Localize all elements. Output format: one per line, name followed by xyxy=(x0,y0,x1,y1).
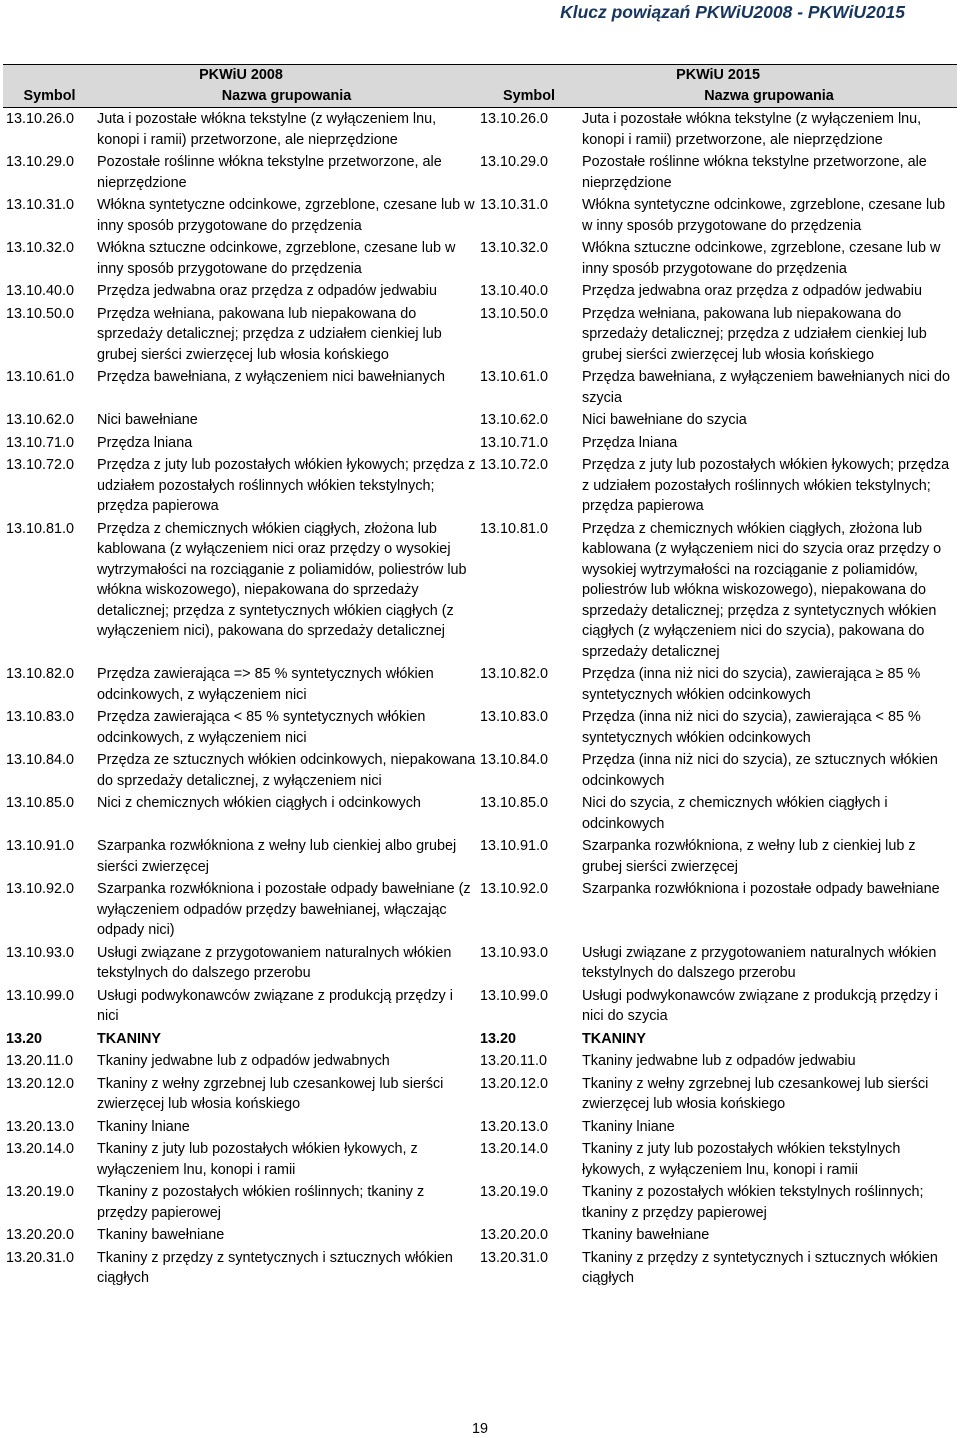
name-2008-cell: Szarpanka rozwłókniona i pozostałe odpady bawełniane (z wyłączeniem odpadów przędzy bawełnianej, włączając odpady nici) xyxy=(97,881,471,938)
symbol-2008-cell: 13.10.82.0 xyxy=(6,666,75,682)
symbol-2008-cell: 13.10.61.0 xyxy=(6,369,75,385)
symbol-2015-cell: 13.10.85.0 xyxy=(480,795,549,811)
name-2008-cell: Tkaniny jedwabne lub z odpadów jedwabnych xyxy=(97,1053,390,1069)
symbol-2008-cell: 13.10.72.0 xyxy=(6,457,75,473)
table-row xyxy=(3,432,957,455)
name-2015-cell: Usługi związane z przygotowaniem naturalnych włókien tekstylnych do dalszego przerobu xyxy=(582,944,937,981)
symbol-2008-cell: 13.10.32.0 xyxy=(6,240,75,256)
table-row xyxy=(3,749,957,792)
name-2015-cell: Nici bawełniane do szycia xyxy=(582,412,747,428)
table-row xyxy=(3,985,957,1028)
symbol-2008-cell: 13.20.19.0 xyxy=(6,1184,75,1200)
name-2015-cell: Przędza bawełniana, z wyłączeniem bawełnianych nici do szycia xyxy=(582,369,950,406)
symbol-2015-cell: 13.20.12.0 xyxy=(480,1075,549,1092)
name-2015-cell: Usługi podwykonawców związane z produkcją przędzy i nici do szycia xyxy=(582,987,938,1024)
name-2015-cell: Włókna syntetyczne odcinkowe, zgrzeblone, czesane lub w inny sposób przygotowane do przędzenia xyxy=(582,197,946,234)
name-2008-cell: Przędza wełniana, pakowana lub niepakowana do sprzedaży detalicznej; przędza z udziałem cienkiej lub grubej sierści zwierzęcej lub włosia końskiego xyxy=(97,305,442,363)
name-2015-cell: Juta i pozostałe włókna tekstylne (z wyłączeniem lnu, konopi i ramii) przetworzone, ale nieprzędzione xyxy=(582,111,922,148)
symbol-2008-cell: 13.10.26.0 xyxy=(6,111,75,127)
name-2008-cell: Włókna sztuczne odcinkowe, zgrzeblone, czesane lub w inny sposób przygotowane do przędzenia xyxy=(97,240,456,277)
table-row xyxy=(3,280,957,303)
symbol-2015-cell: 13.10.31.0 xyxy=(480,197,549,213)
symbol-2015-cell: 13.10.71.0 xyxy=(480,434,549,451)
name-2015-cell: Tkaniny z wełny zgrzebnej lub czesankowej lub sierści zwierzęcej lub włosia końskiego xyxy=(582,1075,929,1112)
symbol-2008-cell: 13.10.62.0 xyxy=(6,412,75,428)
symbol-2015-cell: 13.10.91.0 xyxy=(480,838,549,854)
name-2008-cell: Przędza bawełniana, z wyłączeniem nici bawełnianych xyxy=(97,369,445,385)
name-2008-cell: Usługi podwykonawców związane z produkcją przędzy i nici xyxy=(97,987,453,1024)
name-2008-cell: TKANINY xyxy=(97,1030,161,1047)
table-row xyxy=(3,454,957,518)
symbol-2015-cell: 13.10.62.0 xyxy=(480,412,549,428)
name-2008-cell: Juta i pozostałe włókna tekstylne (z wyłączeniem lnu, konopi i ramii) przetworzone, ale nieprzędzione xyxy=(97,111,437,148)
name-2015-cell: Tkaniny z przędzy z syntetycznych i sztucznych włókien ciągłych xyxy=(582,1249,938,1286)
symbol-2008-cell: 13.20.11.0 xyxy=(6,1053,73,1069)
name-2015-cell: Przędza wełniana, pakowana lub niepakowana do sprzedaży detalicznej; przędza z udziałem cienkiej lub grubej sierści zwierzęcej lub włosia końskiego xyxy=(582,305,927,363)
symbol-2008-cell: 13.10.40.0 xyxy=(6,283,75,299)
table-row xyxy=(3,835,957,878)
symbol-2008-cell: 13.10.92.0 xyxy=(6,881,75,897)
name-2008-cell: Tkaniny z pozostałych włókien roślinnych; tkaniny z przędzy papierowej xyxy=(97,1184,425,1221)
symbol-2015-cell: 13.10.29.0 xyxy=(480,154,549,170)
table-row xyxy=(3,1073,957,1116)
symbol-2008-cell: 13.10.81.0 xyxy=(6,520,75,537)
symbol-2008-cell: 13.10.50.0 xyxy=(6,305,75,322)
table-row xyxy=(3,366,957,409)
table-row xyxy=(3,237,957,280)
table-row xyxy=(3,663,957,706)
symbol-2015-cell: 13.10.50.0 xyxy=(480,305,549,322)
table-body xyxy=(3,108,957,1290)
name-2015-cell: Szarpanka rozwłókniona i pozostałe odpady bawełniane xyxy=(582,881,940,897)
table-row xyxy=(3,409,957,432)
table-row xyxy=(3,1138,957,1181)
symbol-2015-cell: 13.10.32.0 xyxy=(480,240,549,256)
table-section-row xyxy=(3,1028,957,1051)
symbol-2008-cell: 13.10.83.0 xyxy=(6,709,75,725)
name-2015-cell: Tkaniny lniane xyxy=(582,1118,675,1135)
symbol-2008-cell: 13.10.29.0 xyxy=(6,154,75,170)
name-2015-cell: Przędza lniana xyxy=(582,434,678,451)
column-header-name-2015: Nazwa grupowania xyxy=(579,86,957,108)
name-2008-cell: Przędza z juty lub pozostałych włókien łykowych; przędza z udziałem pozostałych roślinnych włókien tekstylnych; przędza papierowa xyxy=(97,457,476,514)
table-row xyxy=(3,792,957,835)
symbol-2008-cell: 13.20.13.0 xyxy=(6,1118,75,1135)
symbol-2008-cell: 13.20.12.0 xyxy=(6,1075,75,1092)
name-2008-cell: Przędza ze sztucznych włókien odcinkowych, niepakowana do sprzedaży detalicznej, z wyłączeniem nici xyxy=(97,752,476,789)
name-2015-cell: Przędza z juty lub pozostałych włókien łykowych; przędza z udziałem pozostałych roślinnych włókien tekstylnych; przędza papierowa xyxy=(582,457,950,514)
symbol-2008-cell: 13.20.14.0 xyxy=(6,1141,75,1157)
group-header-pkwiu-2015: PKWiU 2015 xyxy=(477,65,957,87)
name-2015-cell: Tkaniny bawełniane xyxy=(582,1227,710,1243)
name-2015-cell: Włókna sztuczne odcinkowe, zgrzeblone, czesane lub w inny sposób przygotowane do przędzenia xyxy=(582,240,941,277)
column-header-name-2008: Nazwa grupowania xyxy=(94,86,477,108)
name-2015-cell: Tkaniny jedwabne lub z odpadów jedwabiu xyxy=(582,1053,856,1069)
name-2008-cell: Tkaniny z wełny zgrzebnej lub czesankowej lub sierści zwierzęcej lub włosia końskiego xyxy=(97,1075,444,1112)
symbol-2015-cell: 13.20.14.0 xyxy=(480,1141,549,1157)
name-2008-cell: Nici bawełniane xyxy=(97,412,198,428)
symbol-2015-cell: 13.20.31.0 xyxy=(480,1249,549,1266)
name-2008-cell: Włókna syntetyczne odcinkowe, zgrzeblone, czesane lub w inny sposób przygotowane do przędzenia xyxy=(97,197,475,234)
symbol-2015-cell: 13.10.40.0 xyxy=(480,283,549,299)
name-2008-cell: Przędza zawierająca => 85 % syntetycznych włókien odcinkowych, z wyłączeniem nici xyxy=(97,666,434,703)
symbol-2008-cell: 13.20 xyxy=(6,1030,43,1047)
name-2008-cell: Nici z chemicznych włókien ciągłych i odcinkowych xyxy=(97,795,421,811)
symbol-2008-cell: 13.10.84.0 xyxy=(6,752,75,768)
symbol-2015-cell: 13.20.20.0 xyxy=(480,1227,549,1243)
name-2008-cell: Pozostałe roślinne włókna tekstylne przetworzone, ale nieprzędzione xyxy=(97,154,442,191)
name-2008-cell: Usługi związane z przygotowaniem naturalnych włókien tekstylnych do dalszego przerobu xyxy=(97,944,452,981)
name-2015-cell: Przędza (inna niż nici do szycia), zawierająca < 85 % syntetycznych włókien odcinkowych xyxy=(582,709,921,746)
name-2008-cell: Przędza jedwabna oraz przędza z odpadów jedwabiu xyxy=(97,283,437,299)
symbol-2015-cell: 13.20.11.0 xyxy=(480,1053,547,1069)
table-column-header-row xyxy=(3,86,957,108)
symbol-2008-cell: 13.20.31.0 xyxy=(6,1249,75,1266)
symbol-2015-cell: 13.10.84.0 xyxy=(480,752,549,768)
symbol-2008-cell: 13.10.85.0 xyxy=(6,795,75,811)
document-header-title: Klucz powiązań PKWiU2008 - PKWiU2015 xyxy=(560,2,905,22)
column-header-symbol-2015: Symbol xyxy=(477,86,579,108)
symbol-2015-cell: 13.20 xyxy=(480,1030,517,1047)
symbol-2008-cell: 13.10.91.0 xyxy=(6,838,75,854)
page-number: 19 xyxy=(471,1421,488,1437)
symbol-2015-cell: 13.10.61.0 xyxy=(480,369,549,385)
table-row xyxy=(3,706,957,749)
group-header-pkwiu-2008: PKWiU 2008 xyxy=(3,65,477,87)
name-2008-cell: Tkaniny bawełniane xyxy=(97,1227,225,1243)
name-2008-cell: Przędza zawierająca < 85 % syntetycznych włókien odcinkowych, z wyłączeniem nici xyxy=(97,709,426,746)
name-2008-cell: Tkaniny z przędzy z syntetycznych i sztucznych włókien ciągłych xyxy=(97,1249,453,1286)
name-2008-cell: Tkaniny z juty lub pozostałych włókien łykowych, z wyłączeniem lnu, konopi i ramii xyxy=(97,1141,418,1178)
table-row xyxy=(3,108,957,152)
table-row xyxy=(3,878,957,942)
name-2008-cell: Przędza z chemicznych włókien ciągłych, złożona lub kablowana (z wyłączeniem nici oraz przędzy o wysokiej wytrzymałości na rozciąganie z poliamidów, poliestrów lub włókna wiskozowego), niepakowana do sprzedaży detalicznej; przędza z syntetycznych włókien ciągłych (z wyłączeniem nici), pakowana do sprzedaży detalicznej xyxy=(97,520,467,639)
symbol-2015-cell: 13.20.13.0 xyxy=(480,1118,549,1135)
name-2015-cell: Przędza z chemicznych włókien ciągłych, złożona lub kablowana (z wyłączeniem nici do szycia oraz przędzy o wysokiej wytrzymałości na rozciąganie z poliamidów, poliestrów lub włókna wiskozowego), niepakowana do sprzedaży detalicznej; przędza z syntetycznych włókien ciągłych (z wyłączeniem nici do szycia), pakowana do sprzedaży detalicznej xyxy=(582,520,942,660)
symbol-2008-cell: 13.10.99.0 xyxy=(6,987,75,1004)
name-2015-cell: Szarpanka rozwłókniona, z wełny lub z cienkiej lub z grubej sierści zwierzęcej xyxy=(582,838,916,875)
name-2008-cell: Przędza lniana xyxy=(97,434,193,451)
table-row xyxy=(3,942,957,985)
symbol-2015-cell: 13.10.99.0 xyxy=(480,987,549,1004)
classification-key-table xyxy=(3,64,957,1290)
table-row xyxy=(3,1050,957,1073)
symbol-2015-cell: 13.10.93.0 xyxy=(480,944,549,961)
symbol-2008-cell: 13.10.31.0 xyxy=(6,197,75,213)
symbol-2015-cell: 13.10.81.0 xyxy=(480,520,549,537)
symbol-2008-cell: 13.20.20.0 xyxy=(6,1227,75,1243)
name-2008-cell: Szarpanka rozwłókniona z wełny lub cienkiej albo grubej sierści zwierzęcej xyxy=(97,838,457,875)
name-2015-cell: Przędza (inna niż nici do szycia), zawierająca ≥ 85 % syntetycznych włókien odcinkowych xyxy=(582,666,921,703)
table-row xyxy=(3,518,957,664)
symbol-2015-cell: 13.10.92.0 xyxy=(480,881,549,897)
column-header-symbol-2008: Symbol xyxy=(3,86,94,108)
name-2008-cell: Tkaniny lniane xyxy=(97,1118,190,1135)
name-2015-cell: Pozostałe roślinne włókna tekstylne przetworzone, ale nieprzędzione xyxy=(582,154,927,191)
symbol-2015-cell: 13.20.19.0 xyxy=(480,1184,549,1200)
table-row xyxy=(3,1116,957,1139)
name-2015-cell: TKANINY xyxy=(582,1030,646,1047)
table-row xyxy=(3,1224,957,1247)
symbol-2015-cell: 13.10.72.0 xyxy=(480,457,549,473)
table-row xyxy=(3,151,957,194)
name-2015-cell: Przędza (inna niż nici do szycia), ze sztucznych włókien odcinkowych xyxy=(582,752,938,789)
symbol-2008-cell: 13.10.71.0 xyxy=(6,434,75,451)
name-2015-cell: Tkaniny z pozostałych włókien tekstylnych roślinnych; tkaniny z przędzy papierowej xyxy=(582,1184,924,1221)
table-row xyxy=(3,1247,957,1290)
name-2015-cell: Przędza jedwabna oraz przędza z odpadów jedwabiu xyxy=(582,283,923,299)
symbol-2008-cell: 13.10.93.0 xyxy=(6,944,75,961)
name-2015-cell: Tkaniny z juty lub pozostałych włókien tekstylnych łykowych, z wyłączeniem lnu, konopi i ramii xyxy=(582,1141,901,1178)
symbol-2015-cell: 13.10.26.0 xyxy=(480,111,549,127)
symbol-2015-cell: 13.10.82.0 xyxy=(480,666,549,682)
table-group-header-row xyxy=(3,65,957,87)
table-row xyxy=(3,1181,957,1224)
name-2015-cell: Nici do szycia, z chemicznych włókien ciągłych i odcinkowych xyxy=(582,795,888,832)
symbol-2015-cell: 13.10.83.0 xyxy=(480,709,549,725)
table-row xyxy=(3,194,957,237)
table-row xyxy=(3,303,957,367)
